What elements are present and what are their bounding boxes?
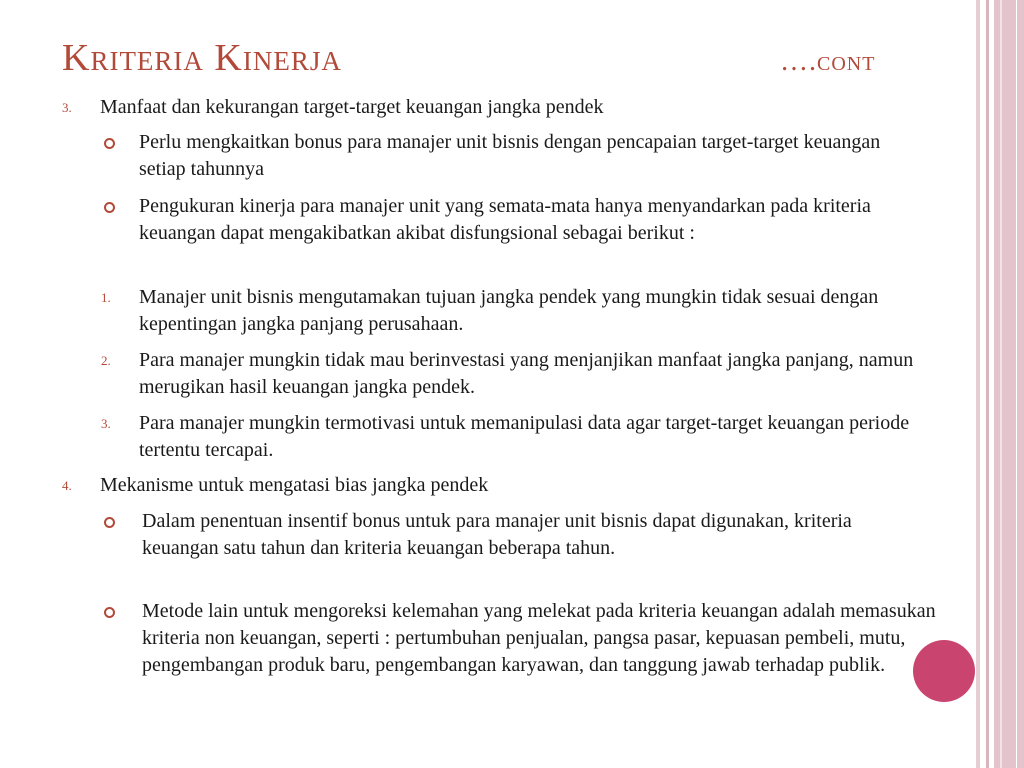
list-item-text: Dalam penentuan insentif bonus untuk para manajer unit bisnis dapat digunakan, kriteria keuangan satu tahun dan kriteria keuangan beberapa tahun. [142, 510, 852, 559]
bullet-icon [104, 607, 115, 618]
decorative-stripes [976, 0, 1024, 768]
list-item-text: Perlu mengkaitkan bonus para manajer unit bisnis dengan pencapaian target-target keuangan setiap tahunnya [139, 131, 881, 180]
bullet-icon [104, 202, 115, 213]
list-number: 3. [62, 100, 72, 115]
list-item-text: Pengukuran kinerja para manajer unit yang semata-mata hanya menyandarkan pada kriteria keuangan dapat mengakibatkan akibat disfungsional sebagai berikut : [139, 195, 871, 244]
decorative-circle [913, 640, 975, 702]
list-item-text: Para manajer mungkin termotivasi untuk memanipulasi data agar target-target keuangan periode tertentu tercapai. [139, 412, 910, 461]
list-number: 3. [101, 416, 111, 431]
bullet-icon [104, 517, 115, 528]
list-item-text: Para manajer mungkin tidak mau berinvestasi yang menjanjikan manfaat jangka panjang, namun merugikan hasil keuangan jangka pendek. [139, 349, 914, 398]
slide-title [62, 36, 892, 86]
title-suffix: ….cont [780, 46, 876, 77]
list-item-text: Manfaat dan kekurangan target-target keuangan jangka pendek [100, 96, 604, 118]
list-item-text: Manajer unit bisnis mengutamakan tujuan jangka pendek yang mungkin tidak sesuai dengan kepentingan jangka panjang perusahaan. [139, 286, 879, 335]
list-number: 1. [101, 290, 111, 305]
list-item-text: Mekanisme untuk mengatasi bias jangka pendek [100, 474, 489, 496]
bullet-icon [104, 138, 115, 149]
list-item-text: Metode lain untuk mengoreksi kelemahan yang melekat pada kriteria keuangan adalah memasukan kriteria non keuangan, seperti : pertumbuhan penjualan, pangsa pasar, kepuasan pembeli, mutu, pengembangan produk baru, pengembangan karyawan, dan tanggung jawab terhadap publik. [142, 600, 936, 676]
title-text: Kriteria Kinerja [62, 37, 342, 79]
list-number: 4. [62, 478, 72, 493]
list-number: 2. [101, 353, 111, 368]
